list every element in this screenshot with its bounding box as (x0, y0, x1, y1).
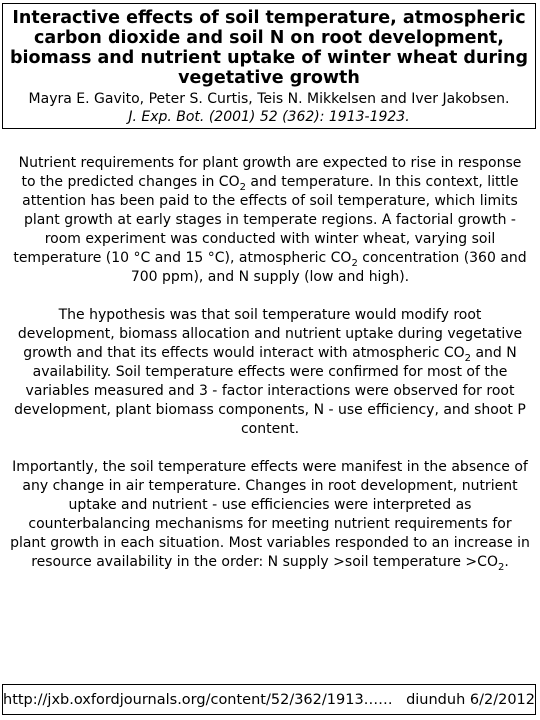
paragraph-1 (10, 154, 530, 287)
paragraph-1-part-a: Nutrient requirements for plant growth are expected to rise in response to the predicted changes in CO (18, 155, 522, 190)
subscript-2: 2 (464, 352, 472, 364)
subscript-2: 2 (239, 181, 246, 193)
article-authors: Mayra E. Gavito, Peter S. Curtis, Teis N. Mikkelsen and Iver Jakobsen. (28, 91, 510, 107)
paragraph-3 (10, 458, 530, 572)
paragraph-2 (10, 306, 530, 439)
paragraph-1-part-c: concentration (360 and 700 ppm), and N supply (low and high). (130, 250, 527, 285)
subscript-2: 2 (351, 257, 358, 269)
paragraph-2-part-a: The hypothesis was that soil temperature would modify root development, biomass allocation and nutrient uptake during vegetative growth and that its effects would interact with atmospheric CO (17, 307, 523, 361)
subscript-2: 2 (497, 561, 505, 573)
paragraph-3-part-a: Importantly, the soil temperature effects were manifest in the absence of any change in air temperature. Changes in root development, nutrient uptake and nutrient - use efficiencies were interpreted as counterbalancing mechanisms for meeting nutrient requirements for plant growth in each situation. Most variables responded to an increase in resource availability in the order: N supply >soil temperature >CO (10, 459, 530, 570)
article-title: Interactive effects of soil temperature, atmospheric carbon dioxide and soil N on root development, biomass and nutrient uptake of winter wheat during vegetative growth (9, 8, 529, 88)
download-date-note: diunduh 6/2/2012 (406, 691, 535, 708)
article-citation: J. Exp. Bot. (2001) 52 (362): 1913-1923. (128, 109, 410, 125)
paragraph-1-part-b: and temperature. In this context, little attention has been paid to the effects of soil temperature, which limits plant growth at early stages in temperate regions. A factorial growth - room experiment was conducted with winter wheat, varying soil temperature (10 °C and 15 °C), atmospheric CO (13, 174, 519, 266)
abstract-body (10, 154, 530, 591)
source-footer (2, 684, 536, 715)
article-header (2, 3, 536, 129)
paragraph-3-part-b: . (504, 554, 509, 570)
paragraph-2-part-b: and N availability. Soil temperature effects were confirmed for most of the variables measured and 3 - factor interactions were observed for root development, plant biomass components, N - use efficiency, and shoot P content. (14, 345, 526, 437)
source-url-link[interactable]: http://jxb.oxfordjournals.org/content/52/362/1913…… (3, 691, 393, 708)
